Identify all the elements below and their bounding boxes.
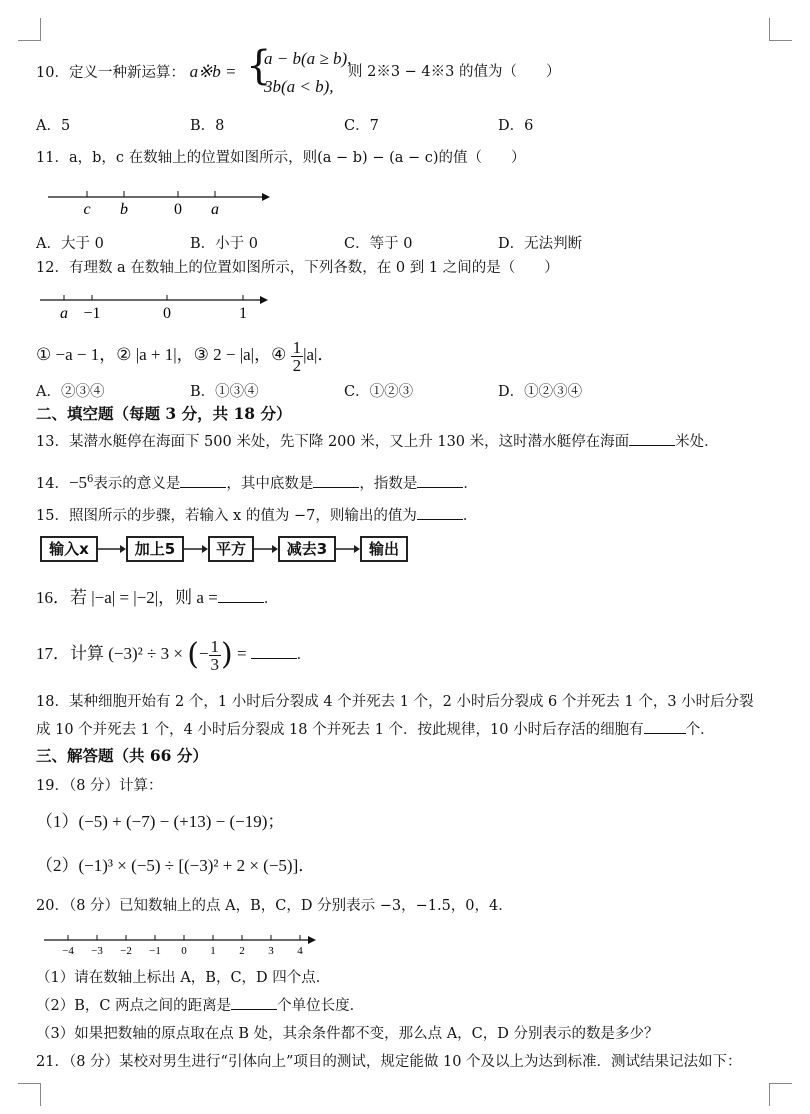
q10-option-d: D．6 xyxy=(498,118,534,134)
q13-blank[interactable] xyxy=(629,445,675,446)
q17-fraction xyxy=(209,638,222,673)
q20-tick-label: −1 xyxy=(149,945,161,957)
q20-tick-label: −3 xyxy=(91,945,103,957)
q10-stem-suffix: 则 2※3 − 4※3 的值为（ ） xyxy=(348,64,561,80)
q18-line2-suffix: 个． xyxy=(685,722,715,738)
q16-prefix: 16．若 |−a| = |−2|，则 a = xyxy=(36,588,218,607)
q20-part2-suffix: 个单位长度． xyxy=(277,998,365,1014)
section2-heading: 二、填空题（每题 3 分，共 18 分） xyxy=(36,404,292,423)
q10-case1: a − b(a ≥ b), xyxy=(264,49,352,68)
q17-prefix: 17．计算 (−3)² ÷ 3 × xyxy=(36,644,188,663)
q11-label-b: b xyxy=(120,201,128,218)
q12-number-line xyxy=(36,292,276,324)
q17-paren-open: ( xyxy=(187,637,199,672)
q14-text4: ． xyxy=(463,475,478,492)
q12-fraction xyxy=(291,339,304,374)
q10-option-a: A．5 xyxy=(36,118,71,134)
q14-exponent: 6 xyxy=(87,474,94,485)
q11-option-a: A．大于 0 xyxy=(36,236,104,252)
q15-blank[interactable] xyxy=(417,519,463,520)
q17-suffix: ． xyxy=(296,647,312,663)
q11-option-d: D．无法判断 xyxy=(498,236,583,252)
q17-neg: − xyxy=(198,644,209,663)
q17-paren-close: ) xyxy=(221,637,233,672)
q15-stem-prefix: 15．照图所示的步骤，若输入 x 的值为 −7，则输出的值为 xyxy=(36,508,417,524)
q17-frac-den: 3 xyxy=(210,654,219,674)
q14-text1: 表示的意义是 xyxy=(93,475,181,492)
crop-mark-top-left xyxy=(18,18,41,41)
q17-eq: = xyxy=(232,644,247,663)
flow-step-square: 平方 xyxy=(208,536,254,562)
q15-stem xyxy=(36,506,477,526)
q10-option-b: B．8 xyxy=(190,118,225,134)
q14-blank-3[interactable] xyxy=(417,487,463,488)
q20-part2-prefix: （2）B，C 两点之间的距离是 xyxy=(36,998,232,1014)
q20-tick-label: 3 xyxy=(268,945,274,957)
q12-option-c: C．①②③ xyxy=(344,384,414,400)
q11-label-0: 0 xyxy=(174,201,182,218)
q20-number-line xyxy=(40,930,330,958)
q12-option-b: B．①③④ xyxy=(190,384,259,400)
q14-blank-1[interactable] xyxy=(180,487,226,488)
q11-option-b: B．小于 0 xyxy=(190,236,258,252)
q17-blank[interactable] xyxy=(251,658,297,659)
q19-part2: （2）(−1)³ × (−5) ÷ [(−3)² + 2 × (−5)]． xyxy=(36,856,316,875)
q20-part1: （1）请在数轴上标出 A，B，C，D 四个点． xyxy=(36,970,331,986)
q20-tick-label: −2 xyxy=(120,945,132,957)
flow-step-output: 输出 xyxy=(360,536,408,562)
q13-suffix: 米处． xyxy=(675,434,719,450)
q10-brace: { xyxy=(246,43,272,89)
crop-mark-bottom-right xyxy=(769,1083,792,1106)
q10-case2: 3b(a < b), xyxy=(264,77,334,96)
q20-tick-label: 2 xyxy=(239,945,245,957)
q19-stem: 19．（8 分）计算： xyxy=(36,778,163,794)
q10-stem-prefix: 10．定义一种新运算： xyxy=(36,65,185,81)
q20-blank[interactable] xyxy=(231,1009,277,1010)
q14-text3: ，指数是 xyxy=(359,475,418,492)
q11-stem: 11．a，b，c 在数轴上的位置如图所示，则(a − b) − (a − c)的值（ ） xyxy=(36,150,526,166)
q10-definition-lhs: a※b = xyxy=(189,62,237,81)
q12-items-suffix: |a|． xyxy=(303,345,335,364)
q12-frac-num: 1 xyxy=(292,337,302,357)
q10-option-c: C．7 xyxy=(344,118,379,134)
q12-option-a: A．②③④ xyxy=(36,384,105,400)
q12-frac-den: 2 xyxy=(292,355,302,375)
q14 xyxy=(36,470,478,494)
flow-step-input: 输入x xyxy=(40,536,98,562)
flow-step-add5: 加上5 xyxy=(126,536,184,562)
q10-stem xyxy=(36,62,237,83)
q14-text2: ，其中底数是 xyxy=(226,475,314,492)
q17 xyxy=(36,634,311,675)
q12-option-d: D．①②③④ xyxy=(498,384,583,400)
q17-frac-num: 1 xyxy=(210,636,219,656)
q20-tick-label: 4 xyxy=(297,945,303,957)
flow-step-subtract3: 减去3 xyxy=(278,536,336,562)
q20-tick-label: 1 xyxy=(210,945,216,957)
q12-label-0: 0 xyxy=(163,305,171,322)
q20-tick-label: 0 xyxy=(181,945,187,957)
section3-heading: 三、解答题（共 66 分） xyxy=(36,746,208,765)
q11-number-line xyxy=(40,186,280,220)
flow-arrows xyxy=(40,536,420,562)
q16-suffix: ． xyxy=(263,591,279,607)
q21-stem: 21．（8 分）某校对男生进行“引体向上”项目的测试，规定能做 10 个及以上为达到标准．测试结果记法如下： xyxy=(36,1054,742,1070)
q20-part2 xyxy=(36,996,364,1016)
crop-mark-top-right xyxy=(769,18,792,41)
q19-part1: （1）(−5) + (−7) − (+13) − (−19)； xyxy=(36,812,285,831)
crop-mark-bottom-left xyxy=(18,1083,41,1106)
q16 xyxy=(36,588,278,609)
q15-stem-suffix: ． xyxy=(462,508,478,524)
q20-stem: 20．（8 分）已知数轴上的点 A，B，C，D 分别表示 −3，−1.5，0，4． xyxy=(36,898,513,914)
q11-option-c: C．等于 0 xyxy=(344,236,413,252)
q14-blank-2[interactable] xyxy=(313,487,359,488)
q12-label-neg1: −1 xyxy=(83,305,101,322)
q18-line2 xyxy=(36,720,715,740)
q11-label-c: c xyxy=(83,201,91,218)
q20-tick-label: −4 xyxy=(62,945,74,957)
q18-line2-prefix: 成 10 个并死去 1 个，4 小时后分裂成 18 个并死去 1 个．按此规律，10 小时后存活的细胞有 xyxy=(36,722,644,738)
q18-line1: 18．某种细胞开始有 2 个，1 小时后分裂成 4 个并死去 1 个，2 小时后分裂成 6 个并死去 1 个，3 小时后分裂 xyxy=(36,694,754,710)
q12-stem: 12．有理数 a 在数轴上的位置如图所示，下列各数，在 0 到 1 之间的是（ ） xyxy=(36,260,559,276)
q11-label-a: a xyxy=(211,201,219,218)
q14-expr: −5 xyxy=(68,472,88,492)
q18-blank[interactable] xyxy=(644,733,686,734)
q14-number: 14． xyxy=(36,475,69,492)
q12-label-1: 1 xyxy=(239,305,247,322)
q12-label-a: a xyxy=(60,305,68,322)
q20-part3: （3）如果把数轴的原点取在点 B 处，其余条件都不变，那么点 A，C，D 分别表示的数是多少？ xyxy=(36,1026,659,1042)
q12-items xyxy=(36,338,334,374)
q13 xyxy=(36,432,719,452)
q13-prefix: 13．某潜水艇停在海面下 500 米处，先下降 200 米，又上升 130 米，这时潜水艇停在海面 xyxy=(36,434,630,450)
q12-items-prefix: ① −a − 1，② |a + 1|，③ 2 − |a|，④ xyxy=(36,345,291,364)
q16-blank[interactable] xyxy=(218,602,264,603)
